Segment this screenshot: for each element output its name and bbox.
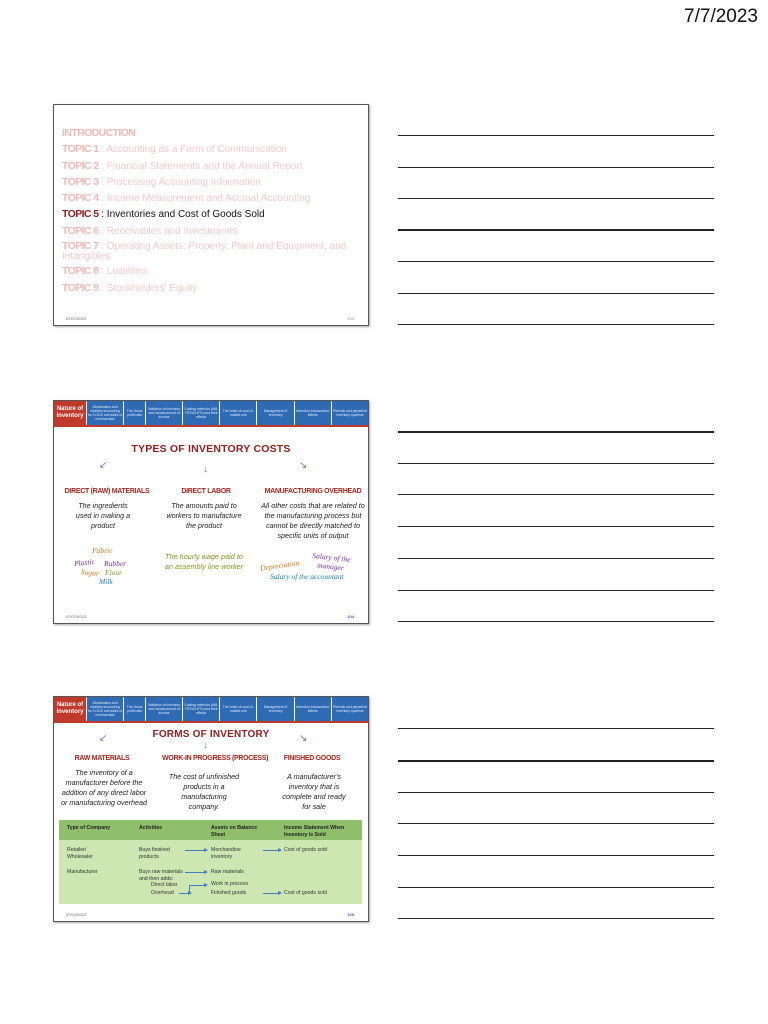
curved-arrow-right-icon: ↘ (299, 733, 308, 744)
note-line (398, 792, 714, 793)
topic-label: TOPIC 9 (62, 281, 99, 294)
cell-activity: Buys raw materials and then adds: (139, 869, 183, 882)
topic-intro (62, 127, 360, 140)
note-line (398, 324, 714, 325)
arrow-right-icon (189, 885, 205, 886)
slide-title: FORMS OF INVENTORY (152, 729, 270, 740)
nav-item: Wholesalers and retailers accounting for COGS and sales of merchandise (87, 697, 123, 721)
example-milk: Milk (99, 577, 113, 586)
header-cell: Type of Company (67, 825, 111, 831)
nav-item: Valuation of inventory and measurement of income (146, 401, 182, 425)
topic-label: TOPIC 2 (62, 159, 99, 172)
nav-item: Management of inventory (257, 697, 293, 721)
cell-asset: Merchandise inventory (211, 847, 241, 860)
nav-item: Valuation of inventory and measurement of income (146, 697, 182, 721)
arrow-down-icon: ↓ (203, 740, 208, 751)
topic-6 (62, 225, 360, 238)
nav-underline (54, 425, 368, 427)
cell-overhead: Overhead (151, 890, 174, 896)
nav-item: The lower-of-cost-or-market rule (220, 401, 256, 425)
note-line (398, 823, 714, 824)
nav-item: The lower-of-cost-or-market rule (220, 697, 256, 721)
note-line (398, 198, 714, 199)
nav-item: Periodic and perpetual inventory systems (332, 697, 368, 721)
example-salary-manager: Salary of the manager (311, 551, 351, 573)
nav-item: Periodic and perpetual inventory systems (332, 401, 368, 425)
topic-label: TOPIC 6 (62, 224, 99, 237)
slide-table-of-contents (53, 104, 369, 326)
nav-item-nature-of-inventory: Nature of inventory (54, 401, 86, 425)
slide-number: 105 (347, 912, 354, 917)
curved-arrow-right-icon: ↘ (299, 460, 308, 471)
nav-item: The Gross profit ratio (124, 697, 145, 721)
slide-number: 104 (347, 614, 354, 619)
note-line (398, 167, 714, 168)
connector-line (189, 885, 190, 894)
column-heading: DIRECT (RAW) MATERIALS (64, 488, 150, 495)
topic-nav-bar (54, 401, 368, 425)
column-description: The inventory of a manufacturer before the addition of any direct labor or manufacturing overhead (61, 768, 147, 807)
slide-number: 103 (347, 316, 354, 321)
arrow-right-icon (185, 850, 205, 851)
header-cell: Income Statement When Inventory Is Sold (284, 825, 345, 838)
column-description: A manufacturer's inventory that is complete and ready for sale (282, 772, 346, 811)
topic-text: : Accounting as a Form of Communication (98, 144, 287, 156)
note-line (398, 558, 714, 559)
topic-8 (62, 265, 360, 278)
column-heading: MANUFACTURING OVERHEAD (264, 488, 362, 495)
header-cell: Assets on Balance Sheet (211, 825, 258, 838)
cell-asset: Work in process (211, 881, 249, 887)
cell-company-type: Manufacturer (67, 869, 98, 875)
topic-4 (62, 192, 360, 205)
cell-income: Cost of goods sold (284, 847, 327, 853)
header-cell: Activities (139, 825, 163, 831)
slide-footer-date: 07/07/2023 (66, 316, 87, 321)
topic-nav-bar (54, 697, 368, 721)
topic-label: TOPIC 5 (62, 208, 99, 221)
example-hourly-wage: The hourly wage paid to an assembly line worker (164, 552, 244, 571)
topic-label: TOPIC 1 (62, 143, 99, 156)
example-salary-accountant: Salary of the accountant (270, 572, 344, 581)
nav-item: The Gross profit ratio (124, 401, 145, 425)
topic-text: : Income Measurement and Accrual Accounting (98, 193, 311, 205)
example-rubber: Rubber (104, 559, 127, 568)
note-line (398, 760, 714, 762)
column-description: The cost of unfinished products in a manufacturing company. (168, 772, 240, 811)
note-line (398, 590, 714, 591)
note-line (398, 229, 714, 231)
nav-item: Costing methods (WA, FIFO&LIFO) and their effects (183, 401, 219, 425)
cell-company-type: Retailer/ Wholesaler (67, 847, 93, 860)
note-line (398, 135, 714, 136)
topic-text: : Receivables and Investments (98, 225, 238, 237)
arrow-right-icon (263, 893, 279, 894)
example-fabric: Fabric (92, 546, 113, 555)
note-line (398, 463, 714, 464)
nav-item: Wholesalers and retailers accounting for COGS and sales of merchandise (87, 401, 123, 425)
cell-direct-labor: Direct labor (151, 882, 178, 888)
note-line (398, 621, 714, 622)
topic-text: : Liabilities (98, 266, 148, 278)
topic-label: TOPIC 7 (62, 240, 99, 253)
example-plastic: Plastic (73, 556, 96, 569)
topic-text: : Processing Accounting Information (98, 176, 261, 188)
cell-income: Cost of goods sold (284, 890, 327, 896)
cell-asset: Finished goods (211, 890, 247, 896)
topic-7 (62, 241, 360, 262)
nav-item-nature-of-inventory: Nature of inventory (54, 697, 86, 721)
slide-footer-date: 07/07/2023 (66, 912, 87, 917)
note-line (398, 918, 714, 919)
cell-asset: Raw materials (211, 869, 244, 875)
note-line (398, 293, 714, 294)
topic-label: INTRODUCTION (62, 127, 136, 139)
slide-title: TYPES OF INVENTORY COSTS (131, 443, 291, 455)
example-flour: Flour (105, 568, 123, 577)
example-depreciation: Depreciation (259, 558, 300, 573)
column-description: The ingredients used in making a product (75, 501, 131, 530)
inventory-table (59, 820, 362, 904)
topic-text: : Inventories and Cost of Goods Sold (98, 209, 265, 221)
topic-label: TOPIC 8 (62, 265, 99, 278)
column-heading: DIRECT LABOR (181, 488, 231, 495)
curved-arrow-left-icon: ↙ (99, 733, 108, 744)
note-line (398, 494, 714, 495)
topic-text: : Financial Statements and the Annual Report (98, 160, 303, 172)
nav-item: Management of inventory (257, 401, 293, 425)
cell-activity: Buys finished products (139, 847, 170, 860)
column-heading: RAW MATERIALS (74, 755, 130, 762)
nav-item: Inventory transactions' effects (295, 697, 331, 721)
arrow-down-icon: ↓ (203, 464, 208, 475)
slide-types-of-inventory-costs (53, 400, 369, 624)
topic-1 (62, 143, 360, 156)
slide-footer-date: 07/07/2023 (66, 614, 87, 619)
topic-9 (62, 282, 360, 295)
topic-text: : Stockholders' Equity (98, 282, 198, 294)
topic-text: : Operating Assets: Property, Plant and Equipment, and Intangibles (62, 241, 347, 263)
column-description: All other costs that are related to the manufacturing process but cannot be directly matched to specific units of output (261, 501, 365, 540)
arrow-right-icon (263, 850, 279, 851)
note-line (398, 526, 714, 527)
page-date: 7/7/2023 (684, 6, 758, 27)
column-heading: WORK-IN PROGRESS (PROCESS) (162, 755, 269, 762)
slide-forms-of-inventory (53, 696, 369, 922)
note-line (398, 728, 714, 729)
topic-label: TOPIC 3 (62, 175, 99, 188)
topic-2 (62, 160, 360, 173)
example-sugar: Sugar (80, 567, 100, 578)
connector-line (179, 893, 189, 894)
arrow-right-icon (185, 872, 205, 873)
nav-item: Costing methods (WA, FIFO&LIFO) and their effects (183, 697, 219, 721)
topic-3 (62, 176, 360, 189)
curved-arrow-left-icon: ↙ (99, 460, 108, 471)
note-line (398, 431, 714, 433)
nav-underline (54, 721, 368, 723)
topic-5-active (62, 208, 360, 221)
table-header (59, 820, 362, 840)
topic-label: TOPIC 4 (62, 192, 99, 205)
note-line (398, 855, 714, 856)
nav-item: Inventory transactions' effects (295, 401, 331, 425)
note-line (398, 261, 714, 262)
column-heading: FINISHED GOODS (283, 755, 341, 762)
column-description: The amounts paid to workers to manufacture the product (166, 501, 242, 530)
note-line (398, 887, 714, 888)
topic-list (62, 127, 360, 298)
